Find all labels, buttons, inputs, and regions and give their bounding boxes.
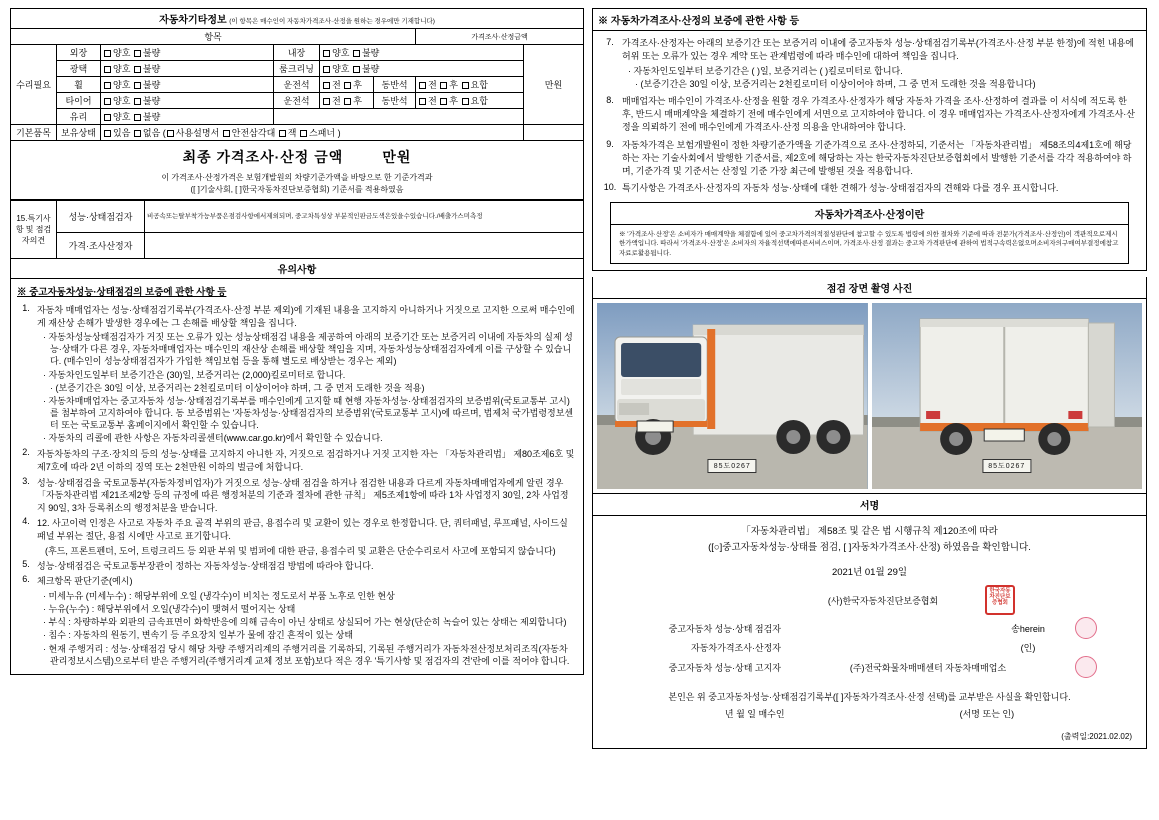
right-column (592, 8, 1147, 812)
item-glass-options (101, 109, 274, 125)
checkbox-glass-good[interactable] (104, 114, 111, 121)
warning-item-num: 2. (22, 447, 30, 458)
checkbox-tire-driver-rear[interactable] (344, 98, 351, 105)
warning-item-text: 체크항목 판단기준(예시) (37, 576, 133, 587)
item-roomcleaning-label: 룸크리닝 (274, 61, 320, 77)
item-tire-driver-label: 운전석 (274, 93, 320, 109)
checkbox-tire-good[interactable] (104, 98, 111, 105)
label-base-no: 없음 (142, 128, 161, 138)
buyer-signature-hint: (서명 또는 인) (959, 709, 1015, 720)
signature-row (603, 655, 1136, 679)
appraisal-item (600, 36, 1139, 92)
item-wheel-driver-label: 운전석 (274, 77, 320, 93)
signature-header: 서명 (592, 494, 1147, 516)
notifier-org: (주)전국화물차매매센터 자동차매매업소 (849, 662, 1007, 673)
checkbox-base-manual[interactable] (167, 130, 174, 137)
warning-item-num: 1. (22, 303, 30, 314)
opinion-appraiser-label: 가격·조사산정자 (57, 233, 145, 259)
checkbox-tire-bad[interactable] (134, 98, 141, 105)
item-polish-label: 광택 (57, 61, 101, 77)
appraisal-item-num: 10. (603, 181, 617, 192)
label-base-yes: 있음 (113, 128, 131, 138)
item-wheel-options (101, 77, 274, 93)
label-tire-good: 양호 (113, 96, 131, 106)
warning-list (17, 302, 577, 669)
final-price-sub (15, 172, 579, 195)
photo-row (597, 303, 1142, 489)
price-unit-cell (524, 45, 584, 125)
warning-item-text: 자동차동차의 구조·장치의 등의 성능·상태를 고지하지 아니한 자, 거짓으로 점검하거나 거짓 고지한 자는 「자동차관리법」 제80조제6호 및 제7호에 따라 2년 이하의 징역 또는 2천만원 이하의 벌금에 처합니다. (37, 449, 575, 473)
checkbox-exterior-good[interactable] (104, 50, 111, 57)
definition-title: 자동차가격조사·산정이란 (610, 202, 1129, 225)
appraisal-guarantee-title: ※ 자동차가격조사·산정의 보증에 관한 사항 등 (592, 8, 1147, 31)
final-price-box (10, 141, 584, 200)
notifier-label: 중고자동차 성능·상태 고지자 (668, 662, 781, 673)
signature-body (592, 516, 1147, 749)
opinion-appraiser-value[interactable] (145, 233, 584, 259)
final-price-unit: 만원 (382, 149, 412, 165)
col-header-item: 항목 (11, 29, 416, 45)
item-roomcleaning-options (320, 61, 524, 77)
warning-item-num: 3. (22, 475, 30, 486)
label-interior-good: 양호 (332, 48, 350, 58)
left-column (10, 8, 584, 812)
checkbox-tire-passenger-front[interactable] (419, 98, 426, 105)
other-info-note: (이 항목은 매수인이 자동차가격조사·산정을 원하는 경우에만 기재합니다) (229, 18, 435, 25)
item-interior-label: 내장 (274, 45, 320, 61)
label-interior-bad: 불량 (361, 48, 380, 58)
label-base-manual: 사용설명서 (175, 128, 220, 138)
appraisal-item-text: 자동차가격은 보험개발원이 정한 차량기준가액을 기준가격으로 조사·산정하되, 기준서는 「자동차관리법」 제58조의4제1호에 해당하는 자는 기술사회에서 발행한 기준서를, 제2호에 해당하는 자는 한국자동차진단보증협회에서 발행한 기준서를 각각 적용하여야 하며, 기준가격 및 기준서는 산정일 기준 가장 최근에 발행된 것을 적용합니다. (622, 139, 1132, 176)
signature-table (603, 584, 1136, 679)
warning-item (17, 515, 577, 557)
appraisal-item (600, 92, 1139, 135)
label-roomcleaning-bad: 불량 (361, 64, 380, 74)
label-roomcleaning-good: 양호 (332, 64, 350, 74)
item-wheel-label: 휠 (57, 77, 101, 93)
item-glass-empty (274, 109, 524, 125)
col-header-price: 가격조사·산정금액 (416, 29, 584, 45)
photo-front-plate: 85도0267 (708, 459, 757, 473)
inspector-name: 송herein (1011, 623, 1045, 634)
label-glass-bad: 불량 (142, 112, 161, 122)
checkbox-wheel-passenger-rear[interactable] (440, 82, 447, 89)
signature-row (603, 616, 1136, 640)
opinion-row-label: 15.특기사항 및 점검자의견 (11, 201, 57, 259)
appraisal-item-text: 매매업자는 매수인이 가격조사·산정을 원할 경우 가격조사·산정자가 해당 자동차 가격을 조사·산정하여 결과를 이 서식에 적도록 한 후, 반드시 매매계약을 체결하기 전에 매수인에게 서면으로 고지하여야 합니다. 이 경우 매매업자는 가격조사·산정자에게 가격조사·산정을 의뢰하기 전에 매수인에게 가격조사·산정 의용을 안내하여야 합니다. (622, 96, 1135, 133)
warning-sub: · 미세누유 (미세누수) : 해당부위에 오일 (냉각수)이 비치는 정도로서 부품 노후로 인한 현상 (43, 590, 575, 602)
appraisal-item-text: 특기사항은 가격조사·산정자의 자동차 성능·상태에 대한 견해가 성능·상태점검자의 견해와 다를 경우 표시합니다. (622, 182, 1059, 193)
label-tire-driver-front: 전 (332, 96, 341, 106)
item-glass-label: 유리 (57, 109, 101, 125)
warning-sub: · 누유(누수) : 해당부위에서 오일(냉각수)이 맺혀서 떨어지는 상태 (43, 603, 575, 615)
warning-sub-plain: (후드, 프론트펜더, 도어, 트렁크리드 등 외판 부위 및 범퍼에 대한 판금, 용접수리 및 교환은 단순수리로서 사고에 포함되지 않습니다) (45, 545, 556, 556)
base-hold-label: 보유상태 (57, 125, 101, 141)
checkbox-base-triangle[interactable] (223, 130, 230, 137)
warning-sub: · 현재 주행거리 : 성능·상태점검 당시 해당 차량 주행거리계의 주행거리를 기록하되, 기록된 주행거리가 자동차전산정보처리조직(자동차관리정보시스템)으로부터 받은 주행거리(주행거리계 교체 정보 포함)보다 적은 경우 '특기사항 및 점검자의 견'란에 이를 적어야 합니다. (43, 643, 575, 667)
inspector-seal-icon (1075, 617, 1097, 639)
final-price-label: 최종 가격조사·산정 금액 (182, 149, 344, 165)
checkbox-wheel-driver-rear[interactable] (344, 82, 351, 89)
warning-item-num: 6. (22, 574, 30, 585)
appraisal-item-num: 7. (606, 37, 614, 47)
checkbox-base-jack[interactable] (279, 130, 286, 137)
buyer-confirmation (603, 689, 1136, 723)
warning-item-body (35, 573, 577, 668)
opinion-inspector-value[interactable]: 비공속또는탈부착가능부품은점검사항에서제외되며, 중고차특성상 부분적인판금도색은있을수있습니다./배출가스미측정 (145, 201, 584, 233)
label-wheel-good: 양호 (113, 80, 131, 90)
row-label-repair: 수리필요 (11, 45, 57, 125)
warning-sub: · 자동차매매업자는 중고자동차 성능·상태점검기록부를 매수인에게 고지할 때 현행 자동차성능·상태점검자의 보증범위(국토교통부 고시)를 첨부하여 고지하여야 합니다. 동 보증범위는 '자동차성능·상태점검자의 보증범위'(국토교통부 고시)에 따르며, 법제처 국가법령정보센터 또는 국토교통부 홈페이지에서 확인할 수 있습니다. (43, 395, 575, 431)
label-base-triangle: 안전삼각대 (231, 128, 276, 138)
row-label-base: 기본품목 (11, 125, 57, 141)
label-wheel-passenger-rear: 후 (449, 80, 458, 90)
signature-row (603, 584, 1136, 616)
other-info-header (11, 9, 584, 29)
checkbox-wheel-good[interactable] (104, 82, 111, 89)
signature-row (603, 640, 1136, 655)
warning-sub: · 자동차인도일부터 보증기간은 (30)일, 보증거리는 (2,000)킬로미터로 합니다. (43, 369, 575, 381)
opinion-table (10, 200, 584, 259)
warning-header: 유의사항 (10, 259, 584, 279)
warning-item (17, 446, 577, 474)
checkbox-base-spanner[interactable] (300, 130, 307, 137)
item-exterior-options (101, 45, 274, 61)
warning-item-num: 4. (22, 516, 30, 527)
final-price-sub1: 이 가격조사·산정가격은 보험개발원의 차량기준가액을 바탕으로 한 기준가격과 (161, 173, 433, 182)
warning-sub: · 부식 : 차량하부와 외판의 금속표면이 화학반응에 의해 금속이 아닌 상태로 상실되어 가는 현상(단순히 녹슬어 있는 상태는 제외합니다) (43, 616, 575, 628)
warning-body (10, 279, 584, 675)
other-info-table (10, 8, 584, 141)
appraisal-sublist (622, 65, 1137, 90)
warning-sub: · 자동차성능상태점검자가 거짓 또는 오류가 있는 성능상태점검 내용을 제공하여 아래의 보증기간 또는 보증거리 이내에 자동차의 실제 성능·상태가 다른 경우, 자동차매매업자는 매수인의 재산상 손해를 배상할 책임을 지며, 자동차성능상태점검자에게 이를 구상할 수 있습니다. (매수인이 성능상태점검자가 가입한 책임보험 등을 통해 별도로 배상받는 경우는 제외) (43, 331, 575, 367)
final-price-sub2: ([ ]기술사회, [ ]한국자동차진단보증협회) 기준서를 적용하였음 (190, 184, 404, 194)
label-glass-good: 양호 (113, 112, 131, 122)
appraisal-guarantee-body (592, 31, 1147, 271)
label-base-jack: 잭 (287, 128, 297, 138)
appraisal-sub: · 자동차인도일부터 보증기간은 ( )일, 보증거리는 ( )킬로미터로 합니다. (628, 65, 1137, 77)
label-base-spanner: 스패너 (309, 128, 336, 138)
buyer-confirmation-line2 (603, 706, 1136, 723)
appraisal-item-text: 가격조사·산정자는 아래의 보증기간 또는 보증거리 이내에 중고자동차 성능·상태점검기록부(가격조사·산정 부분 한정)에 적힌 내용에 허위 또는 오류가 있는 경우 계약 또는 관계법령에 따라 매수인에 대하여 책임을 집니다. (622, 38, 1134, 62)
other-info-title: 자동차기타정보 (159, 15, 227, 26)
appraiser-suffix: (인) (1020, 643, 1036, 654)
warning-sub: · 자동차의 리콜에 관한 사항은 자동차리콜센터(www.car.go.kr)에서 확인할 수 있습니다. (43, 432, 575, 444)
item-tire-label: 타이어 (57, 93, 101, 109)
appraisal-item-num: 8. (606, 95, 614, 106)
checkbox-roomcleaning-bad[interactable] (353, 66, 360, 73)
label-wheel-driver-rear: 후 (353, 80, 362, 90)
definition-text: ※ '가격조사·산정'은 소비자가 매매계약을 체결함에 있어 중고차가격의적절성판단에 참고할 수 있도록 법령에 의한 절차와 기준에 따라 전문가(가격조사·산정인)이 객관적으로제시한가액입니다. 따라서 '가격조사·산정'은 소비자의 자율적선택에따른서비스이며, 가격조사·산정 결과는 중고차 가격판단에 관하여 법적구속력은없으며소비자의구매여부결정에참고자료로활용됩니다. (610, 225, 1129, 264)
signature-date: 2021년 01월 29일 (831, 567, 908, 579)
item-polish-options (101, 61, 274, 77)
checkbox-roomcleaning-good[interactable] (323, 66, 330, 73)
appraisal-item (600, 179, 1139, 196)
warning-item (17, 573, 577, 668)
base-price-cell (524, 125, 584, 141)
inspector-label: 중고자동차 성능·상태 점검자 (668, 623, 781, 634)
warning-item-text: 성능·상태점검은 국토교통부장관이 정하는 자동차성능·상태점검 방법에 따라야 합니다. (37, 560, 374, 571)
photo-front[interactable] (597, 303, 868, 489)
association-stamp-cell (983, 584, 1073, 616)
warning-sub: · 침수 : 자동차의 원동기, 변속기 등 주요장치 일부가 물에 잠긴 흔적이 있는 상태 (43, 629, 575, 641)
item-tire-driver-options (320, 93, 374, 109)
checkbox-polish-bad[interactable] (134, 66, 141, 73)
label-tire-driver-rear: 후 (353, 96, 362, 106)
checkbox-wheel-bad[interactable] (134, 82, 141, 89)
checkbox-tire-extra[interactable] (462, 98, 469, 105)
item-wheel-passenger-options (416, 77, 524, 93)
checkbox-wheel-extra[interactable] (462, 82, 469, 89)
warning-sublist (37, 331, 575, 444)
label-tire-extra: 요합 (470, 96, 488, 106)
label-tire-passenger-front: 전 (428, 96, 437, 106)
appraisal-item-num: 9. (606, 138, 614, 149)
item-tire-passenger-options (416, 93, 524, 109)
checkbox-base-yes[interactable] (104, 130, 111, 137)
checkbox-interior-good[interactable] (323, 50, 330, 57)
photo-section-header: 점검 장면 촬영 사진 (592, 277, 1147, 299)
item-tire-passenger-label: 동반석 (374, 93, 416, 109)
checkbox-wheel-driver-front[interactable] (323, 82, 330, 89)
warning-title: ※ 중고자동차성능·상태점검의 보증에 관한 사항 등 (17, 287, 227, 299)
label-polish-good: 양호 (113, 64, 131, 74)
warning-item (17, 475, 577, 516)
checkbox-exterior-bad[interactable] (134, 50, 141, 57)
photo-rear[interactable] (872, 303, 1143, 489)
warning-item (17, 558, 577, 574)
checkbox-interior-bad[interactable] (353, 50, 360, 57)
photo-section (592, 299, 1147, 494)
label-exterior-good: 양호 (113, 48, 131, 58)
association-name: (사)한국자동차진단보증협회 (827, 595, 939, 606)
item-tire-options (101, 93, 274, 109)
warning-item-body (35, 302, 577, 446)
item-interior-options (320, 45, 524, 61)
label-polish-bad: 불량 (142, 64, 161, 74)
final-price-title (15, 147, 579, 167)
appraisal-item (600, 136, 1139, 179)
appraisal-list (600, 36, 1139, 196)
label-tire-bad: 불량 (142, 96, 161, 106)
warning-item-text: 성능·상태점검을 국토교통부(자동차정비업자)가 거짓으로 성능·상태 점검을 하거나 점검한 내용과 다르게 자동차매매업자에게 알린 경우 「자동차관리법 제21조제2항 등의 규정에 따른 행정처분의 기준과 절차에 관한 규칙」 제5조제1항에 따라 1차 사업정지 30일, 2차 사업정지 90일, 3차 등록취소의 행정처분을 받습니다. (37, 477, 569, 513)
official-stamp-icon: 한국자동차진단보증협회 (985, 585, 1015, 615)
price-unit: 만원 (544, 80, 563, 90)
appraisal-sub-plain: · (보증기간은 30일 이상, 보증거리는 2천킬로미터 이상이어야 하며, 그 중 먼저 도래한 것을 적용합니다) (628, 78, 1137, 90)
warning-item (17, 302, 577, 446)
label-wheel-passenger-front: 전 (428, 80, 437, 90)
checkbox-glass-bad[interactable] (134, 114, 141, 121)
item-wheel-driver-options (320, 77, 374, 93)
signature-statement-line2: ([○]중고자동차성능·상태를 점검, [ ]자동차가격조사·산정) 하였음을 확인합니다. (708, 542, 1031, 554)
label-wheel-driver-front: 전 (332, 80, 341, 90)
warning-item-text: 자동차 매매업자는 성능·상태점검기록부(가격조사·산정 부분 제외)에 기재된 내용을 고지하지 아니하거나 거짓으로 고지한 으로써 매수인에게 재산상 손해가 발생한 경우에는 그 손해를 배상할 책임을 집니다. (37, 305, 575, 329)
notifier-seal-cell (1073, 655, 1136, 679)
label-tire-passenger-rear: 후 (449, 96, 458, 106)
warning-sublist (37, 590, 575, 667)
item-wheel-passenger-label: 동반석 (374, 77, 416, 93)
signature-statement-line1: 「자동차관리법」 제58조 및 같은 법 시행규칙 제120조에 따라 (741, 525, 998, 537)
inspector-seal-cell (1073, 616, 1136, 640)
appraisal-item-body (620, 36, 1139, 92)
checkbox-polish-good[interactable] (104, 66, 111, 73)
photo-rear-plate: 85도0267 (982, 459, 1031, 473)
warning-item-body (35, 515, 577, 557)
label-exterior-bad: 불량 (142, 48, 161, 58)
buyer-confirmation-line1: 본인은 위 중고자동차성능·상태점검기록부([ ]자동차가격조사·산정 선택)를 교부받은 사실을 확인합니다. (668, 692, 1071, 703)
checkbox-wheel-passenger-front[interactable] (419, 82, 426, 89)
checkbox-tire-driver-front[interactable] (323, 98, 330, 105)
warning-item-num: 5. (22, 558, 30, 569)
item-exterior-label: 외장 (57, 45, 101, 61)
checkbox-base-no[interactable] (134, 130, 141, 137)
print-date: (출력일:2021.02.02) (1061, 732, 1132, 742)
notifier-seal-icon (1075, 656, 1097, 678)
opinion-inspector-label: 성능·상태점검자 (57, 201, 145, 233)
buyer-date-fields[interactable]: 년 월 일 매수인 (724, 709, 785, 720)
label-wheel-bad: 불량 (142, 80, 161, 90)
base-hold-options: 있음 없음 ( 사용설명서 안전삼각대 잭 스패너 ) (101, 125, 524, 141)
label-wheel-extra: 요합 (470, 80, 488, 90)
checkbox-tire-passenger-rear[interactable] (440, 98, 447, 105)
warning-sub-plain: · (보증기간은 30일 이상, 보증거리는 2천킬로미터 이상이어야 하며, 그 중 먼저 도래한 것을 적용) (43, 382, 575, 394)
appraiser-label: 자동차가격조사·산정자 (691, 643, 781, 654)
warning-item-text: 12. 사고이력 인정은 사고로 자동차 주요 골격 부위의 판금, 용접수리 및 교환이 있는 경우로 한정합니다. 단, 쿼터패널, 루프패널, 사이드실패널 부위는 절단, 용접 시에만 사고로 표기합니다. (37, 518, 568, 542)
